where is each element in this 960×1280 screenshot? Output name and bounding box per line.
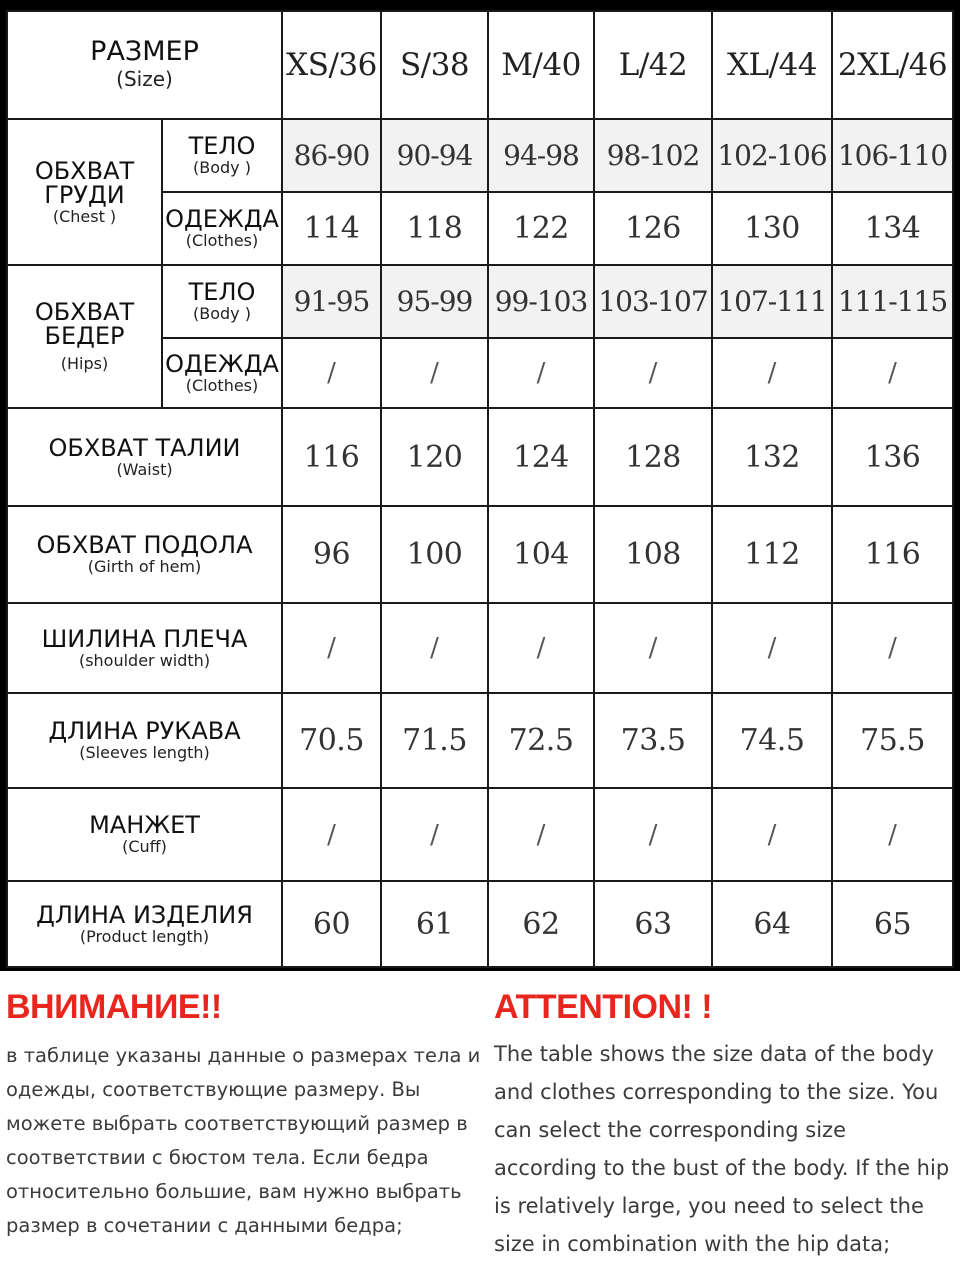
- shoulder-cell: [381, 603, 488, 693]
- chest-body-cell: [594, 119, 712, 192]
- chest-clothes-cell: [381, 192, 488, 265]
- waist-value: 124: [513, 439, 569, 475]
- cuff-cell: [488, 788, 594, 881]
- hips-body-value: 103-107: [598, 285, 708, 318]
- length-label: ДЛИНА ИЗДЕЛИЯ: [36, 900, 253, 929]
- shoulder-value: /: [767, 633, 777, 663]
- hips-label-cell: [7, 265, 162, 408]
- hips-clothes-sub-label: (Clothes): [185, 375, 259, 395]
- chest-label: ОБХВАТ ГРУДИ: [34, 156, 135, 209]
- hips-clothes-cell: [832, 338, 953, 408]
- hips-sub-label: (Hips): [60, 354, 109, 373]
- size-sub-label: (Size): [116, 67, 173, 91]
- hips-body-row: [7, 265, 953, 338]
- chest-body-value: 102-106: [717, 139, 827, 172]
- size-header-cell: [7, 11, 282, 119]
- chest-body-label: ТЕЛО: [188, 132, 256, 160]
- length-value: 64: [753, 906, 791, 942]
- cuff-value: /: [648, 819, 658, 850]
- hem-cell: [381, 506, 488, 603]
- chest-clothes-sub-label: (Clothes): [185, 231, 259, 250]
- hips-body-value: 91-95: [293, 285, 370, 318]
- sleeves-cell: [712, 693, 832, 788]
- waist-value: 136: [864, 439, 921, 475]
- hem-value: 96: [312, 537, 351, 572]
- waist-value: 120: [406, 439, 463, 475]
- hips-clothes-cell: [594, 338, 712, 408]
- waist-cell: [488, 408, 594, 506]
- chest-clothes-label-cell: [162, 192, 282, 265]
- sleeves-row: [7, 693, 953, 788]
- chest-clothes-cell: [712, 192, 832, 265]
- length-value: 65: [873, 906, 912, 942]
- sleeves-sub-label: (Sleeves length): [79, 743, 210, 762]
- hips-body-value: 107-111: [717, 285, 827, 318]
- hips-clothes-value: /: [327, 358, 336, 388]
- chest-body-value: 90-94: [396, 139, 473, 172]
- header-row: [7, 11, 953, 119]
- length-cell: [712, 881, 832, 967]
- length-label-cell: [7, 881, 282, 967]
- size-col-label: M/40: [501, 47, 581, 83]
- cuff-cell: [712, 788, 832, 881]
- cuff-value: /: [536, 819, 546, 850]
- sleeves-cell: [832, 693, 953, 788]
- cuff-value: /: [888, 819, 897, 850]
- size-chart-table: [6, 10, 954, 968]
- shoulder-value: /: [430, 633, 439, 663]
- hips-clothes-value: /: [767, 358, 777, 388]
- notice-section: [0, 985, 960, 1280]
- waist-row: [7, 408, 953, 506]
- size-col-label: L/42: [618, 47, 688, 83]
- hem-cell: [488, 506, 594, 603]
- hem-value: 116: [864, 537, 921, 572]
- hem-row: [7, 506, 953, 603]
- shoulder-value: /: [888, 633, 897, 663]
- hem-label-cell: [7, 506, 282, 603]
- length-value: 62: [522, 906, 560, 942]
- waist-label-cell: [7, 408, 282, 506]
- size-col-header: [488, 11, 594, 119]
- hem-value: 104: [513, 537, 569, 572]
- cuff-row: [7, 788, 953, 881]
- chest-body-value: 94-98: [503, 139, 579, 172]
- hem-cell: [282, 506, 381, 603]
- sleeves-value: 73.5: [620, 723, 686, 758]
- chest-body-cell: [488, 119, 594, 192]
- waist-value: 116: [303, 439, 360, 475]
- waist-cell: [381, 408, 488, 506]
- waist-sub-label: (Waist): [116, 459, 173, 479]
- waist-value: 132: [744, 439, 800, 475]
- waist-value: 128: [625, 439, 681, 475]
- chest-body-sub-label: (Body ): [193, 158, 251, 177]
- cuff-cell: [594, 788, 712, 881]
- chest-body-row: [7, 119, 953, 192]
- cuff-value: /: [327, 819, 336, 850]
- waist-cell: [832, 408, 953, 506]
- hem-sub-label: (Girth of hem): [87, 557, 202, 576]
- hips-clothes-cell: [712, 338, 832, 408]
- chest-body-cell: [381, 119, 488, 192]
- length-value: 61: [415, 906, 454, 942]
- size-col-label: S/38: [399, 47, 470, 83]
- hem-label: ОБХВАТ ПОДОЛА: [36, 531, 253, 559]
- waist-cell: [594, 408, 712, 506]
- shoulder-row: [7, 603, 953, 693]
- chest-clothes-cell: [832, 192, 953, 265]
- hips-body-cell: [381, 265, 488, 338]
- hips-body-cell: [282, 265, 381, 338]
- cuff-cell: [381, 788, 488, 881]
- notice-en: [494, 985, 954, 1263]
- chest-body-value: 86-90: [293, 139, 370, 172]
- shoulder-value: /: [536, 633, 546, 663]
- hips-clothes-label: ОДЕЖДА: [165, 349, 279, 378]
- hem-value: 108: [625, 537, 681, 572]
- length-value: 60: [312, 906, 351, 942]
- cuff-sub-label: (Cuff): [122, 837, 167, 856]
- chest-clothes-value: 134: [864, 211, 921, 246]
- chest-clothes-cell: [488, 192, 594, 265]
- hips-clothes-value: /: [648, 358, 658, 388]
- cuff-cell: [832, 788, 953, 881]
- size-col-label: XL/44: [726, 47, 818, 83]
- hem-cell: [832, 506, 953, 603]
- cuff-cell: [282, 788, 381, 881]
- hips-body-cell: [594, 265, 712, 338]
- shoulder-sub-label: (shoulder width): [78, 650, 211, 670]
- chest-clothes-value: 130: [744, 211, 800, 246]
- waist-label: ОБХВАТ ТАЛИИ: [48, 433, 241, 462]
- sleeves-label-cell: [7, 693, 282, 788]
- size-col-header: [832, 11, 953, 119]
- chest-clothes-value: 122: [513, 211, 569, 246]
- shoulder-label: ШИЛИНА ПЛЕЧА: [41, 624, 248, 653]
- sleeves-cell: [282, 693, 381, 788]
- sleeves-cell: [594, 693, 712, 788]
- shoulder-cell: [712, 603, 832, 693]
- waist-cell: [712, 408, 832, 506]
- length-cell: [381, 881, 488, 967]
- shoulder-value: /: [327, 633, 336, 663]
- chest-sub-label: (Chest ): [52, 206, 117, 226]
- size-col-header: [381, 11, 488, 119]
- length-cell: [594, 881, 712, 967]
- hips-clothes-label-cell: [162, 338, 282, 408]
- cuff-label-cell: [7, 788, 282, 881]
- length-sub-label: (Product length): [79, 926, 210, 946]
- hips-clothes-value: /: [888, 358, 897, 388]
- sleeves-value: 71.5: [402, 723, 467, 758]
- waist-cell: [282, 408, 381, 506]
- shoulder-label-cell: [7, 603, 282, 693]
- sleeves-value: 72.5: [508, 723, 574, 758]
- hips-body-cell: [832, 265, 953, 338]
- sleeves-cell: [488, 693, 594, 788]
- hips-body-value: 95-99: [396, 285, 473, 318]
- cuff-value: /: [430, 819, 439, 850]
- shoulder-value: /: [648, 633, 658, 663]
- sleeves-label: ДЛИНА РУКАВА: [48, 717, 241, 745]
- hem-cell: [594, 506, 712, 603]
- length-cell: [282, 881, 381, 967]
- sleeves-cell: [381, 693, 488, 788]
- hips-label: ОБХВАТ БЕДЕР: [34, 298, 135, 350]
- shoulder-cell: [832, 603, 953, 693]
- hips-clothes-value: /: [430, 358, 439, 388]
- size-label: РАЗМЕР: [90, 36, 199, 67]
- chest-label-cell: [7, 119, 162, 265]
- chest-clothes-value: 114: [303, 211, 360, 246]
- hips-body-sub-label: (Body ): [193, 304, 251, 323]
- length-cell: [488, 881, 594, 967]
- hem-value: 112: [744, 537, 800, 572]
- chest-clothes-cell: [282, 192, 381, 265]
- length-value: 63: [634, 906, 672, 942]
- shoulder-cell: [488, 603, 594, 693]
- cuff-value: /: [767, 819, 777, 850]
- hem-cell: [712, 506, 832, 603]
- notice-ru-title: ВНИМАНИЕ!!: [6, 988, 222, 1026]
- chest-body-cell: [832, 119, 953, 192]
- notice-ru-text: в таблице указаны данные о размерах тела и одежды, соответствующие размеру. Вы можете выбрать соответствующий размер в соответствии с бюстом тела. Если бедра относительно большие, вам нужно выбрать размер в сочетании с данными бедра;: [6, 1044, 481, 1237]
- hips-clothes-cell: [488, 338, 594, 408]
- hips-clothes-cell: [282, 338, 381, 408]
- sleeves-value: 74.5: [739, 723, 805, 758]
- size-col-label: 2XL/46: [837, 47, 948, 83]
- chest-clothes-value: 118: [406, 211, 463, 246]
- hips-body-cell: [712, 265, 832, 338]
- sleeves-value: 70.5: [299, 723, 364, 758]
- size-col-header: [282, 11, 381, 119]
- notice-en-title: ATTENTION! !: [494, 988, 713, 1026]
- hips-body-cell: [488, 265, 594, 338]
- chest-clothes-label: ОДЕЖДА: [165, 205, 279, 233]
- hips-clothes-cell: [381, 338, 488, 408]
- shoulder-cell: [594, 603, 712, 693]
- chest-clothes-value: 126: [625, 211, 681, 246]
- hips-body-label: ТЕЛО: [188, 278, 256, 306]
- hips-body-label-cell: [162, 265, 282, 338]
- size-col-header: [712, 11, 832, 119]
- chest-body-cell: [282, 119, 381, 192]
- hips-clothes-value: /: [536, 358, 546, 388]
- shoulder-cell: [282, 603, 381, 693]
- hips-body-value: 99-103: [494, 285, 588, 318]
- cuff-label: МАНЖЕТ: [89, 811, 200, 839]
- hem-value: 100: [406, 537, 463, 572]
- chest-body-value: 98-102: [606, 139, 700, 172]
- length-cell: [832, 881, 953, 967]
- chest-body-cell: [712, 119, 832, 192]
- chest-body-value: 106-110: [837, 139, 948, 172]
- size-col-header: [594, 11, 712, 119]
- size-col-label: XS/36: [286, 47, 377, 83]
- notice-en-text: The table shows the size data of the body and clothes corresponding to the size. You can select the corresponding size according to the bust of the body. If the hip is relatively large, you need to select the size in combination with the hip data;: [494, 1042, 950, 1256]
- notice-ru: [6, 985, 484, 1243]
- sleeves-value: 75.5: [860, 723, 925, 758]
- hips-body-value: 111-115: [837, 285, 948, 318]
- chest-body-label-cell: [162, 119, 282, 192]
- chest-clothes-cell: [594, 192, 712, 265]
- length-row: [7, 881, 953, 967]
